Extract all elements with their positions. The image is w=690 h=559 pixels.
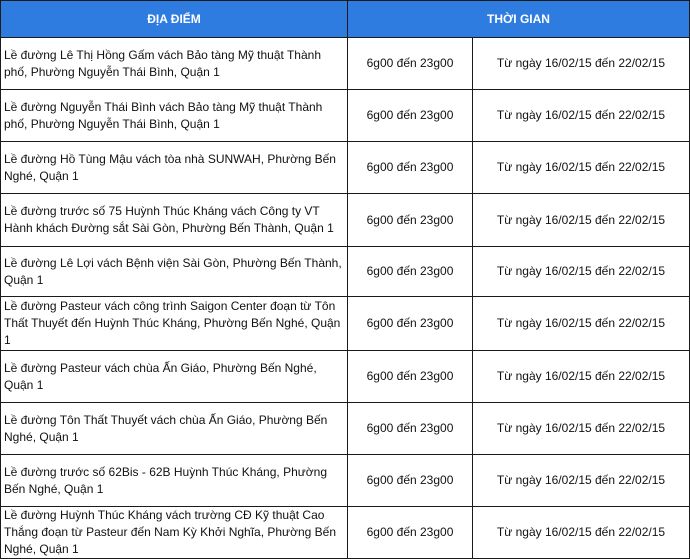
hours-cell: 6g00 đến 23g00 <box>348 38 473 90</box>
table-row <box>1 351 690 403</box>
dates-cell: Từ ngày 16/02/15 đến 22/02/15 <box>473 247 690 297</box>
hours-cell: 6g00 đến 23g00 <box>348 247 473 297</box>
table-row <box>1 90 690 142</box>
location-cell: Lề đường Lê Thị Hồng Gấm vách Bảo tàng Mỹ thuật Thành phố, Phường Nguyễn Thái Bình, Quận 1 <box>1 38 348 90</box>
dates-cell: Từ ngày 16/02/15 đến 22/02/15 <box>473 194 690 247</box>
hours-cell: 6g00 đến 23g00 <box>348 142 473 194</box>
table-row <box>1 142 690 194</box>
table-row <box>1 297 690 351</box>
dates-cell: Từ ngày 16/02/15 đến 22/02/15 <box>473 297 690 351</box>
table-row <box>1 38 690 90</box>
location-cell: Lề đường Lê Lợi vách Bệnh viện Sài Gòn, Phường Bến Thành, Quận 1 <box>1 247 348 297</box>
hours-cell: 6g00 đến 23g00 <box>348 403 473 455</box>
table-row <box>1 403 690 455</box>
location-cell: Lề đường trước số 75 Huỳnh Thúc Kháng vách Công ty VT Hành khách Đường sắt Sài Gòn, Phường Bến Thành, Quận 1 <box>1 194 348 247</box>
hours-cell: 6g00 đến 23g00 <box>348 90 473 142</box>
header-location: ĐỊA ĐIỂM <box>1 1 348 38</box>
table-row <box>1 194 690 247</box>
hours-cell: 6g00 đến 23g00 <box>348 351 473 403</box>
table-body <box>1 38 690 559</box>
table-row <box>1 247 690 297</box>
dates-cell: Từ ngày 16/02/15 đến 22/02/15 <box>473 38 690 90</box>
table-header-row <box>1 1 690 38</box>
dates-cell: Từ ngày 16/02/15 đến 22/02/15 <box>473 142 690 194</box>
location-cell: Lề đường Tôn Thất Thuyết vách chùa Ấn Giáo, Phường Bến Nghé, Quận 1 <box>1 403 348 455</box>
location-cell: Lề đường Huỳnh Thúc Kháng vách trường CĐ Kỹ thuật Cao Thắng đoạn từ Pasteur đến Nam Kỳ Khởi Nghĩa, Phường Bến Nghé, Quận 1 <box>1 507 348 559</box>
hours-cell: 6g00 đến 23g00 <box>348 507 473 559</box>
hours-cell: 6g00 đến 23g00 <box>348 455 473 507</box>
dates-cell: Từ ngày 16/02/15 đến 22/02/15 <box>473 351 690 403</box>
table-row <box>1 455 690 507</box>
header-time: THỜI GIAN <box>348 1 690 38</box>
dates-cell: Từ ngày 16/02/15 đến 22/02/15 <box>473 403 690 455</box>
location-cell: Lề đường Pasteur vách chùa Ấn Giáo, Phường Bến Nghé, Quận 1 <box>1 351 348 403</box>
location-cell: Lề đường Pasteur vách công trình Saigon Center đoạn từ Tôn Thất Thuyết đến Huỳnh Thúc Kháng, Phường Bến Nghé, Quận 1 <box>1 297 348 351</box>
hours-cell: 6g00 đến 23g00 <box>348 297 473 351</box>
location-cell: Lề đường Nguyễn Thái Bình vách Bảo tàng Mỹ thuật Thành phố, Phường Nguyễn Thái Bình, Quận 1 <box>1 90 348 142</box>
dates-cell: Từ ngày 16/02/15 đến 22/02/15 <box>473 455 690 507</box>
table-row <box>1 507 690 559</box>
dates-cell: Từ ngày 16/02/15 đến 22/02/15 <box>473 90 690 142</box>
location-cell: Lề đường Hồ Tùng Mậu vách tòa nhà SUNWAH, Phường Bến Nghé, Quận 1 <box>1 142 348 194</box>
hours-cell: 6g00 đến 23g00 <box>348 194 473 247</box>
dates-cell: Từ ngày 16/02/15 đến 22/02/15 <box>473 507 690 559</box>
location-cell: Lề đường trước số 62Bis - 62B Huỳnh Thúc Kháng, Phường Bến Nghé, Quận 1 <box>1 455 348 507</box>
